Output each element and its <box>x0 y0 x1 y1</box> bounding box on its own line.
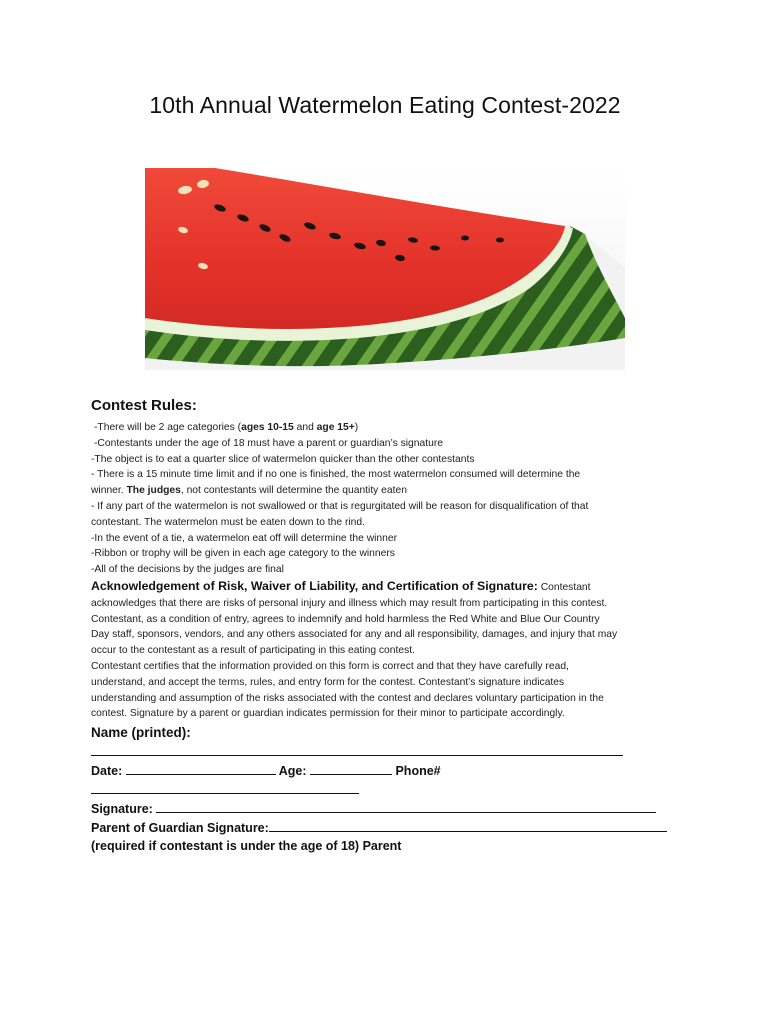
rule-judges-final: -All of the decisions by the judges are final <box>91 564 284 576</box>
certification-text-line: contest. Signature by a parent or guardian indicates permission for their minor to participate accordingly. <box>91 708 565 720</box>
waiver-text-line: occur to the contestant as a result of participating in this eating contest. <box>91 645 415 657</box>
name-field-row <box>91 742 691 761</box>
date-label: Date: <box>91 764 126 778</box>
certification-text-line: understand, and accept the terms, rules, and entry form for the contest. Contestant’s signature indicates <box>91 676 565 688</box>
phone-label: Phone# <box>392 764 441 778</box>
date-age-phone-row <box>91 761 691 780</box>
waiver-first-line: Acknowledgement of Risk, Waiver of Liability, and Certification of Signature: Contestant <box>91 579 591 593</box>
rule-disqualification: - If any part of the watermelon is not swallowed or that is regurgitated will be reason for disqualification of that <box>91 500 589 512</box>
certification-text-line: Contestant certifies that the information provided on this form is correct and that they have carefully read, <box>91 660 569 672</box>
age-field[interactable] <box>310 761 392 775</box>
phone-field-row <box>91 780 691 799</box>
rule-object: -The object is to eat a quarter slice of watermelon quicker than the other contestants <box>91 453 475 465</box>
signature-row <box>91 799 691 818</box>
waiver-section <box>91 579 683 722</box>
rule-tie: -In the event of a tie, a watermelon eat off will determine the winner <box>91 532 398 544</box>
parent-signature-row <box>91 818 691 837</box>
rule-prizes: -Ribbon or trophy will be given in each age category to the winners <box>91 548 395 560</box>
parent-note: (required if contestant is under the age of 18) Parent <box>91 839 402 853</box>
waiver-text-line: Contestant, as a condition of entry, agrees to indemnify and hold harmless the Red White and Blue Our Country <box>91 613 600 625</box>
waiver-text-line: acknowledges that there are risks of personal injury and illness which may result from participating in this contest. <box>91 597 608 609</box>
waiver-text-line: Day staff, sponsors, vendors, and any others associated for any and all responsibility, damages, and injury that may <box>91 629 618 641</box>
age-label: Age: <box>275 764 310 778</box>
waiver-heading: Acknowledgement of Risk, Waiver of Liability, and Certification of Signature: <box>91 579 538 593</box>
name-label: Name (printed): <box>91 725 191 740</box>
entry-form <box>91 723 691 856</box>
contest-rules-heading: Contest Rules: <box>91 397 197 414</box>
certification-text-line: understanding and assumption of the risks associated with the contest and declares voluntary participation in the <box>91 692 604 704</box>
signature-label: Signature: <box>91 802 157 816</box>
document-title: 10th Annual Watermelon Eating Contest-2022 <box>149 92 621 118</box>
rule-time-limit-cont: winner. The judges, not contestants will determine the quantity eaten <box>91 485 407 497</box>
date-field[interactable] <box>126 761 276 775</box>
name-field[interactable] <box>91 742 623 756</box>
parent-signature-label: Parent of Guardian Signature: <box>91 821 269 835</box>
parent-note-row <box>91 837 691 856</box>
rule-parent-signature: -Contestants under the age of 18 must have a parent or guardian’s signature <box>94 437 443 449</box>
rule-disqualification-cont: contestant. The watermelon must be eaten down to the rind. <box>91 516 365 528</box>
watermelon-photo <box>145 168 625 370</box>
parent-signature-field[interactable] <box>269 818 667 832</box>
name-label-row <box>91 723 691 742</box>
contest-rules-list <box>91 420 681 578</box>
rule-age-categories: -There will be 2 age categories (ages 10-15 and age 15+) <box>94 422 359 433</box>
rule-time-limit: - There is a 15 minute time limit and if no one is finished, the most watermelon consumed will determine the <box>91 469 581 481</box>
signature-field[interactable] <box>156 799 656 813</box>
watermelon-slice-image <box>145 168 625 370</box>
phone-field[interactable] <box>91 780 359 794</box>
